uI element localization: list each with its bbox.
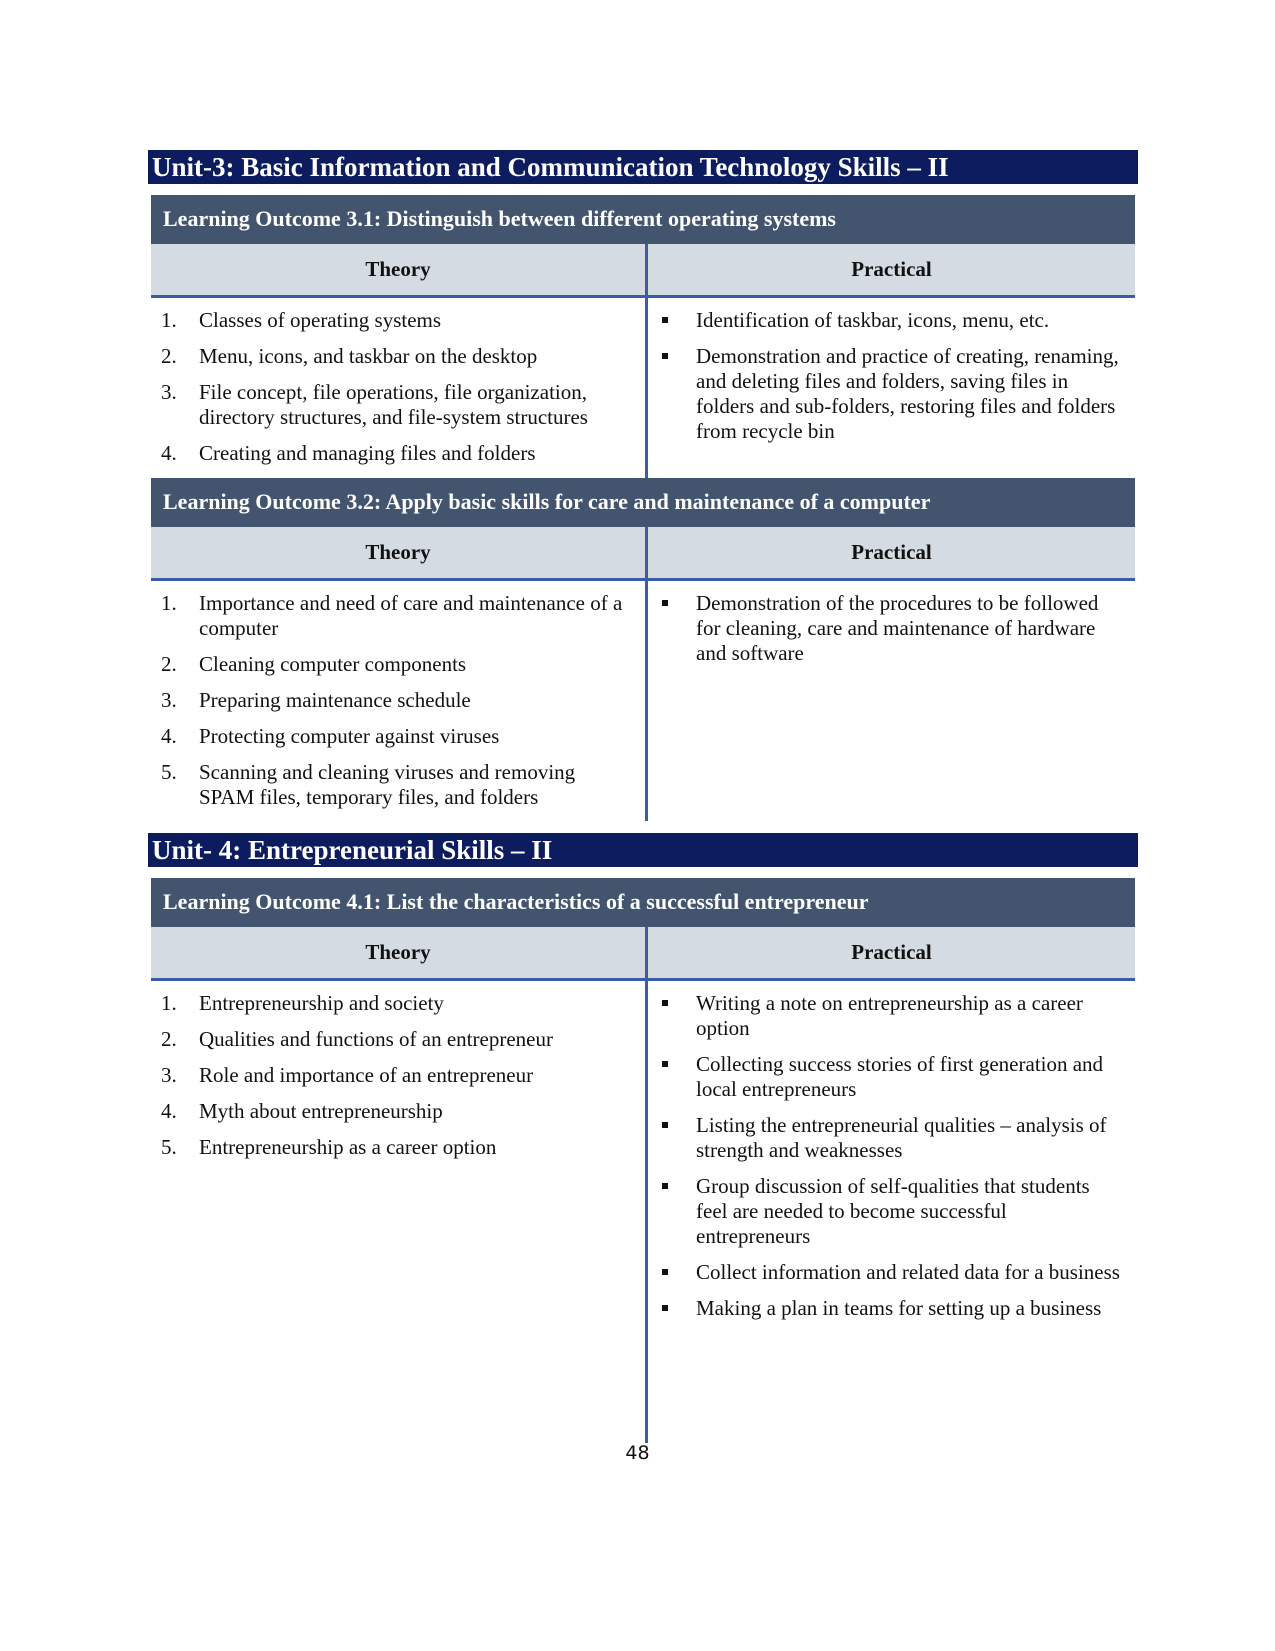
column-header-row <box>151 927 1135 981</box>
item-number: 3. <box>161 688 177 712</box>
item-number: 5. <box>161 1135 177 1159</box>
item-text: Scanning and cleaning viruses and removing SPAM files, temporary files, and folders <box>199 760 576 809</box>
theory-list <box>151 298 645 466</box>
item-text: Classes of operating systems <box>199 308 442 332</box>
item-text: Making a plan in teams for setting up a business <box>696 1296 1102 1320</box>
list-item <box>151 1099 645 1124</box>
item-text: Importance and need of care and maintenance of a computer <box>199 591 623 640</box>
item-number: 3. <box>161 1063 177 1087</box>
item-text: Demonstration of the procedures to be followed for cleaning, care and maintenance of hardware and software <box>696 591 1099 665</box>
square-bullet-icon <box>662 353 668 359</box>
list-item <box>648 1296 1135 1321</box>
practical-column <box>648 581 1135 821</box>
learning-outcome-header: Learning Outcome 3.1: Distinguish between different operating systems <box>151 195 1135 244</box>
item-text: Demonstration and practice of creating, renaming, and deleting files and folders, saving files in folders and sub-folders, restoring files and folders from recycle bin <box>696 344 1119 443</box>
item-number: 1. <box>161 308 177 332</box>
theory-column <box>151 298 648 478</box>
item-text: File concept, file operations, file organization, directory structures, and file-system structures <box>199 380 588 429</box>
item-text: Creating and managing files and folders <box>199 441 536 465</box>
list-item <box>648 591 1135 666</box>
list-item <box>151 344 645 369</box>
page-number: 48 <box>625 1442 650 1464</box>
list-item <box>648 1260 1135 1285</box>
item-number: 1. <box>161 591 177 615</box>
square-bullet-icon <box>662 1122 668 1128</box>
list-item <box>151 441 645 466</box>
item-text: Collect information and related data for a business <box>696 1260 1120 1284</box>
learning-outcome-header: Learning Outcome 3.2: Apply basic skills for care and maintenance of a computer <box>151 478 1135 527</box>
item-number: 3. <box>161 380 177 404</box>
practical-column-header: Practical <box>851 940 932 964</box>
square-bullet-icon <box>662 317 668 323</box>
item-text: Listing the entrepreneurial qualities – analysis of strength and weaknesses <box>696 1113 1107 1162</box>
list-item <box>648 344 1135 444</box>
list-item <box>151 991 645 1016</box>
content-row <box>151 581 1135 821</box>
item-number: 1. <box>161 991 177 1015</box>
list-item <box>151 1063 645 1088</box>
theory-list <box>151 981 645 1160</box>
square-bullet-icon <box>662 1269 668 1275</box>
square-bullet-icon <box>662 1000 668 1006</box>
item-text: Role and importance of an entrepreneur <box>199 1063 534 1087</box>
item-text: Preparing maintenance schedule <box>199 688 471 712</box>
practical-column-header: Practical <box>851 257 932 281</box>
list-item <box>151 760 645 810</box>
practical-list <box>648 981 1135 1321</box>
list-item <box>151 591 645 641</box>
item-text: Menu, icons, and taskbar on the desktop <box>199 344 538 368</box>
square-bullet-icon <box>662 600 668 606</box>
list-item <box>151 308 645 333</box>
practical-column-header: Practical <box>851 540 932 564</box>
list-item <box>648 1052 1135 1102</box>
item-number: 4. <box>161 441 177 465</box>
list-item <box>151 380 645 430</box>
square-bullet-icon <box>662 1061 668 1067</box>
practical-list <box>648 298 1135 444</box>
square-bullet-icon <box>662 1183 668 1189</box>
item-number: 4. <box>161 724 177 748</box>
list-item <box>151 688 645 713</box>
item-number: 2. <box>161 1027 177 1051</box>
item-text: Qualities and functions of an entrepreneur <box>199 1027 553 1051</box>
theory-column <box>151 981 648 1443</box>
item-number: 2. <box>161 344 177 368</box>
content-row <box>151 981 1135 1443</box>
theory-column-header: Theory <box>151 244 648 295</box>
item-text: Entrepreneurship and society <box>199 991 444 1015</box>
theory-list <box>151 581 645 810</box>
item-text: Cleaning computer components <box>199 652 467 676</box>
list-item <box>151 1027 645 1052</box>
item-number: 2. <box>161 652 177 676</box>
theory-column-header: Theory <box>151 927 648 978</box>
item-text: Entrepreneurship as a career option <box>199 1135 497 1159</box>
list-item <box>151 1135 645 1160</box>
practical-column <box>648 298 1135 478</box>
learning-outcome-header: Learning Outcome 4.1: List the characteristics of a successful entrepreneur <box>151 878 1135 927</box>
list-item <box>151 652 645 677</box>
unit-title: Unit-3: Basic Information and Communication Technology Skills – II <box>148 150 1138 184</box>
practical-column <box>648 981 1135 1443</box>
column-header-row <box>151 244 1135 298</box>
item-text: Myth about entrepreneurship <box>199 1099 443 1123</box>
practical-list <box>648 581 1135 666</box>
item-number: 4. <box>161 1099 177 1123</box>
item-text: Group discussion of self-qualities that students feel are needed to become successful entrepreneurs <box>696 1174 1090 1248</box>
theory-column-header: Theory <box>151 527 648 578</box>
unit-title: Unit- 4: Entrepreneurial Skills – II <box>148 833 1138 867</box>
list-item <box>151 724 645 749</box>
list-item <box>648 1174 1135 1249</box>
document-page <box>148 150 1138 1443</box>
item-text: Identification of taskbar, icons, menu, etc. <box>696 308 1050 332</box>
list-item <box>648 308 1135 333</box>
item-text: Protecting computer against viruses <box>199 724 500 748</box>
item-number: 5. <box>161 760 177 784</box>
item-text: Writing a note on entrepreneurship as a career option <box>696 991 1083 1040</box>
list-item <box>648 991 1135 1041</box>
list-item <box>648 1113 1135 1163</box>
learning-outcome-table <box>151 878 1135 1443</box>
content-row <box>151 298 1135 478</box>
item-text: Collecting success stories of first generation and local entrepreneurs <box>696 1052 1104 1101</box>
column-header-row <box>151 527 1135 581</box>
learning-outcome-table <box>151 195 1135 821</box>
square-bullet-icon <box>662 1305 668 1311</box>
theory-column <box>151 581 648 821</box>
